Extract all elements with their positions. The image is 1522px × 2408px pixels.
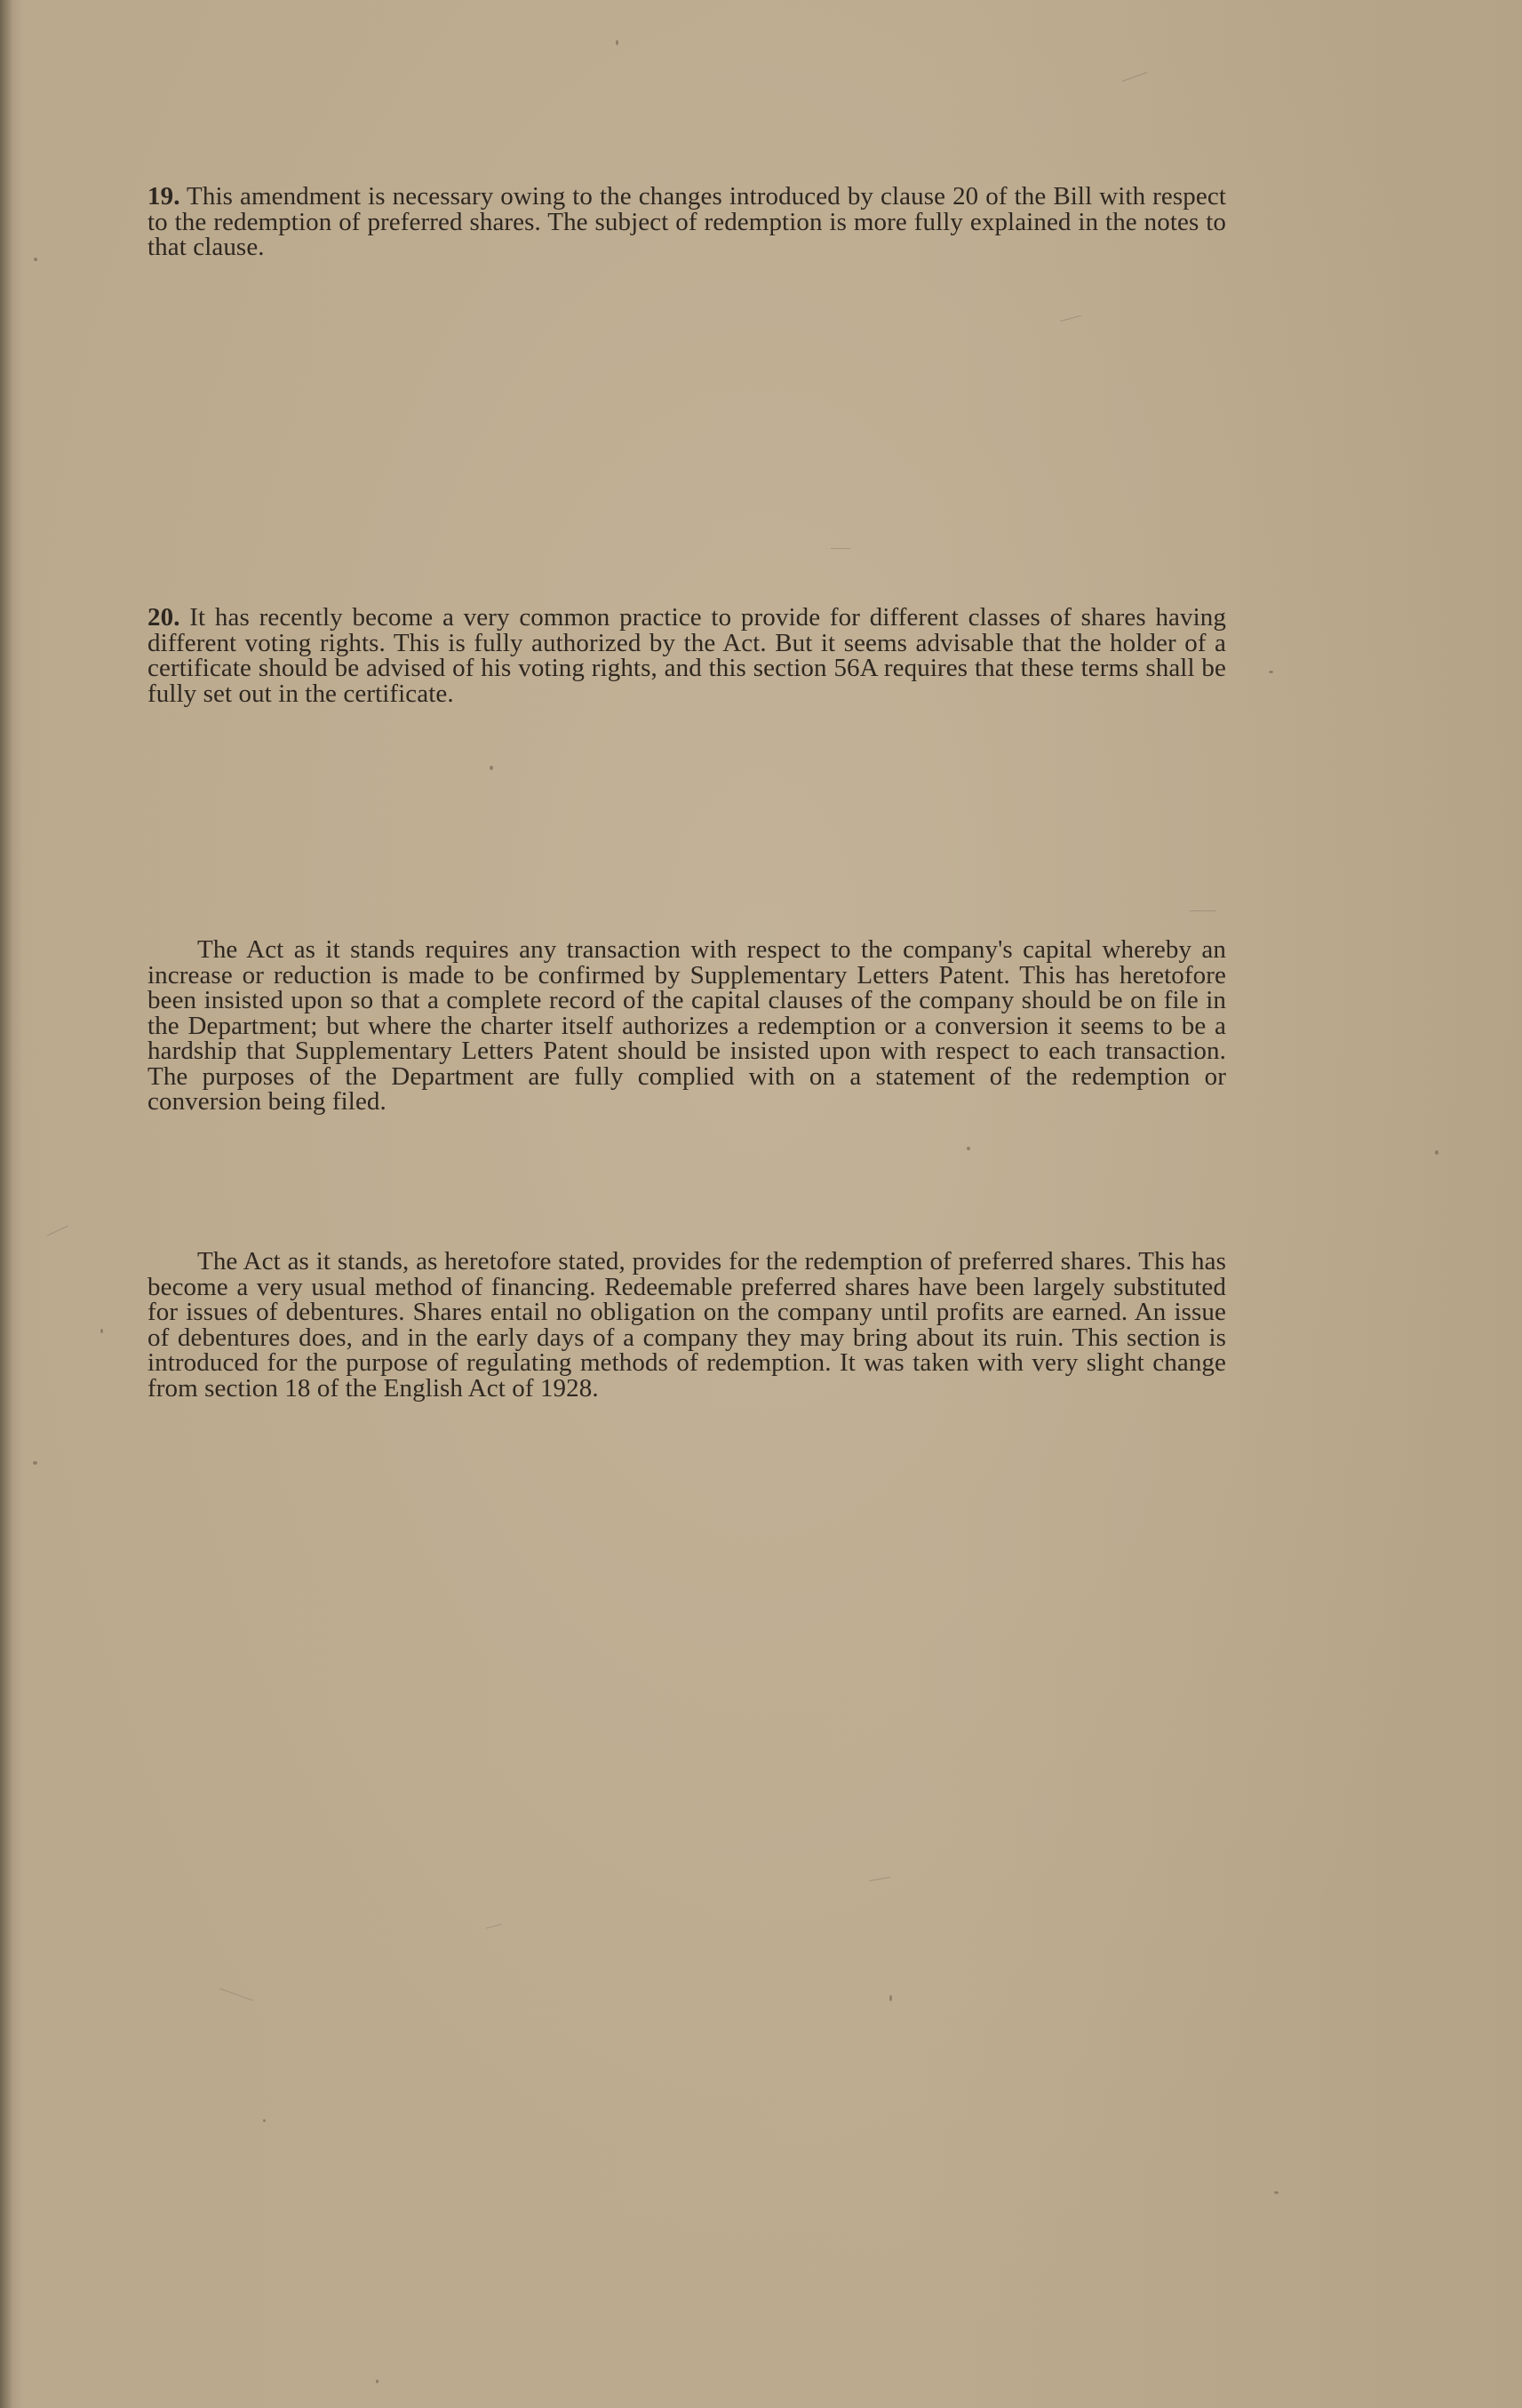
note-20 <box>147 605 1226 706</box>
note-text: It has recently become a very common practice to provide for different classes of shares having different voting rights. This is fully authorized by the Act. But it seems advisable that the holder of a certificate should be advised of his voting rights, and this section 56A requires that these terms shall be fully set out in the certificate. <box>147 603 1226 708</box>
paper-speck <box>967 1147 970 1150</box>
paper-fiber <box>47 1226 68 1236</box>
paper-speck <box>33 1461 37 1465</box>
paper-speck <box>34 258 37 261</box>
paper-speck <box>1274 2191 1279 2194</box>
paper-speck <box>1269 671 1273 673</box>
paper-speck <box>889 1995 892 2001</box>
paper-speck <box>376 2380 379 2383</box>
paper-fiber <box>1190 910 1216 911</box>
paper-fiber <box>219 1988 253 2001</box>
paper-fiber <box>486 1924 502 1929</box>
note-text: The Act as it stands requires any transaction with respect to the company's capital whereby an increase or reduction is made to be confirmed by Supplementary Letters Patent. This has heretofore been insisted upon so that a complete record of the capital clauses of the company should be on file in the Department; but where the charter itself authorizes a redemption or a conversion it seems to be a hardship that Supplementary Letters Patent should be insisted upon with respect to each transaction. The purposes of the Department are fully complied with on a statement of the redemption or conversion being filed. <box>147 935 1226 1116</box>
paper-speck <box>100 1329 103 1333</box>
binding-edge <box>0 0 12 2408</box>
paper-speck <box>1435 1150 1438 1155</box>
paper-fiber <box>831 548 850 549</box>
note-paragraph-redemption <box>147 1249 1226 1401</box>
note-text: This amendment is necessary owing to the changes introduced by clause 20 of the Bill with respect to the redemption of preferred shares. The subject of redemption is more fully explained in the notes to that clause. <box>147 182 1226 261</box>
paper-speck <box>616 40 618 45</box>
note-number: 20. <box>147 603 180 632</box>
paper-fiber <box>869 1877 890 1881</box>
note-text: The Act as it stands, as heretofore stated, provides for the redemption of preferred shares. This has become a very usual method of financing. Redeemable preferred shares have been largely substituted for issues of debentures. Shares entail no obligation on the company until profits are earned. An issue of debentures does, and in the early days of a company they may bring about its ruin. This section is introduced for the purpose of regulating methods of redemption. It was taken with very slight change from section 18 of the English Act of 1928. <box>147 1247 1226 1403</box>
paper-fiber <box>1122 72 1148 82</box>
note-number: 19. <box>147 182 180 211</box>
paper-speck <box>490 766 493 770</box>
note-19 <box>147 184 1226 260</box>
paper-fiber <box>1060 315 1080 322</box>
note-paragraph-letters-patent <box>147 937 1226 1115</box>
paper-speck <box>263 2119 266 2122</box>
